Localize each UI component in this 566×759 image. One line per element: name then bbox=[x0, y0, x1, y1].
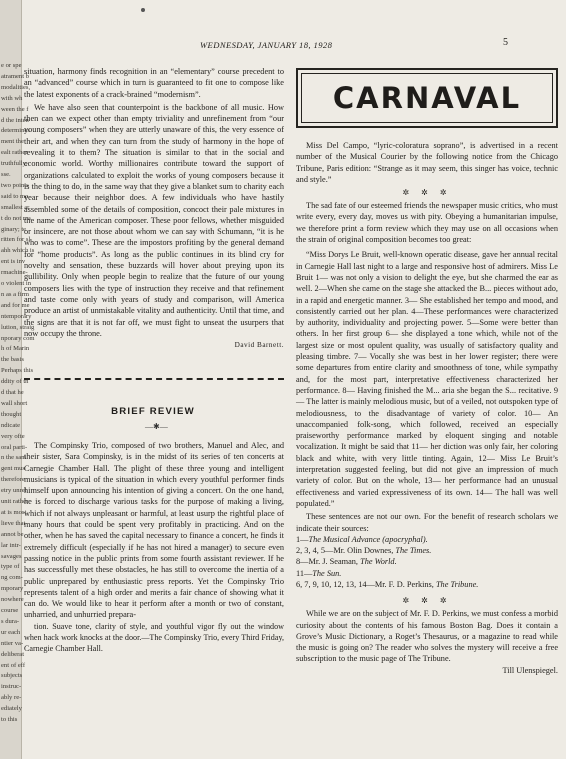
adjacent-page-gutter bbox=[0, 0, 35, 759]
pin-hole bbox=[141, 8, 145, 12]
source-publication: The Sun. bbox=[312, 568, 342, 578]
gutter-text-line: to this bbox=[1, 716, 18, 723]
gutter-text-line: ur each bbox=[1, 628, 21, 636]
gutter-text-line: truthfully, bbox=[1, 160, 28, 168]
columnist-signature: Till Ulenspiegel. bbox=[502, 665, 558, 675]
gutter-text-line: oral parti- bbox=[1, 443, 28, 451]
gutter-text-line: nporary com bbox=[1, 334, 35, 342]
critics-paragraph: The sad fate of our esteemed friends the newspaper music critics, who must write every, every day, moves us with pity. Obeying a humanitarian impulse, we therefore print a form review which they may use on all occasions when the strain of original composition becomes too great: bbox=[296, 201, 558, 245]
gutter-text-line: at is most bbox=[1, 508, 27, 516]
brief-review-column bbox=[24, 440, 284, 655]
gutter-text-line: t do not ma bbox=[1, 214, 31, 222]
gutter-text-line: wall short bbox=[1, 399, 28, 407]
gutter-text-line: savages bbox=[1, 552, 22, 560]
gutter-text-line: ealt rather bbox=[1, 149, 28, 157]
gutter-text-line: h of Marin bbox=[1, 345, 30, 353]
gutter-text-line: the basis bbox=[1, 356, 24, 364]
gutter-text-line: and for me bbox=[1, 301, 30, 309]
gutter-text-line: sse. bbox=[1, 171, 11, 178]
section-divider bbox=[24, 378, 284, 381]
gutter-text-line: type of bbox=[1, 563, 20, 571]
gutter-text-line: lieve that bbox=[1, 519, 26, 527]
gutter-text-line: gent mus bbox=[1, 465, 25, 473]
left-column bbox=[24, 66, 284, 349]
carnaval-title-box bbox=[296, 68, 558, 128]
gutter-text-line: unit rather bbox=[1, 498, 29, 505]
gutter-text-line: ween the f bbox=[1, 105, 29, 113]
section-stars-2: ✲ ✲ ✲ bbox=[402, 596, 452, 606]
brief-review-last-lines: tion. Suave tone, clarity of style, and youthful vigor fly out the window when hack work knocks at the door.—The Compinsky Trio, every Third Friday, Carnegie Chamber Hall. bbox=[24, 621, 284, 654]
source-numbers: 6, 7, 9, 10, 12, 13, 14— bbox=[296, 579, 375, 589]
gutter-text-line: n as a firm bbox=[1, 290, 30, 298]
gutter-text-line: d that he bbox=[1, 389, 24, 396]
page-number: 5 bbox=[503, 37, 508, 48]
gutter-text-line: thought bbox=[1, 410, 22, 418]
gutter-text-line: annot be bbox=[1, 530, 24, 538]
gutter-text-line: e or spe bbox=[1, 62, 22, 69]
gutter-text-line: instruc- bbox=[1, 683, 22, 691]
gutter-text-line: atrament b bbox=[1, 72, 30, 80]
gutter-text-line: o violent in bbox=[1, 280, 32, 287]
source-publication: The Times. bbox=[395, 546, 432, 556]
section-stars: ✲ ✲ ✲ bbox=[402, 188, 452, 198]
gutter-text-line: two points bbox=[1, 181, 29, 189]
right-column bbox=[296, 140, 558, 675]
gutter-text-line: subjects bbox=[1, 672, 23, 680]
gutter-text-line: d the inten bbox=[1, 116, 29, 124]
gutter-text-line: ng com- bbox=[1, 574, 23, 582]
gutter-text-line: Perhaps this bbox=[1, 367, 34, 375]
brief-review-heading: BRIEF REVIEW bbox=[111, 406, 195, 417]
source-item bbox=[296, 579, 558, 590]
gutter-text-line: etry unrel bbox=[1, 487, 27, 495]
gutter-text-line: ndicate bbox=[1, 421, 21, 429]
gutter-text-line: n the sam bbox=[1, 454, 27, 462]
gutter-text-line: ddity of th bbox=[1, 378, 29, 386]
source-name: Mr. F. D. Perkins, bbox=[374, 579, 436, 589]
sources-list bbox=[296, 534, 558, 590]
source-numbers: 11— bbox=[296, 568, 313, 578]
gutter-text-line: very ofte bbox=[1, 432, 25, 440]
heading-ornament: —✱— bbox=[145, 422, 168, 431]
gutter-text-line: deliberat bbox=[1, 650, 25, 658]
gutter-text-line: with wh bbox=[1, 94, 23, 102]
gutter-text-line: mporary bbox=[1, 585, 24, 593]
gutter-text-line: ment the bbox=[1, 138, 24, 146]
author-signature: David Barnett. bbox=[234, 341, 284, 350]
source-name: The Musical Advance bbox=[308, 534, 381, 544]
intro-text: Miss Del Campo, “lyric-coloratura soprano”, is advertised in a recent number of the Musical Courier by the following notice from the Chicago Tribune, Paris edition: “Strange as it may seem, this singer has voice, technic and style.” bbox=[296, 141, 558, 184]
gutter-text-line: ent is inv bbox=[1, 258, 26, 266]
gutter-text-line: determines bbox=[1, 127, 30, 135]
article-paragraph: We have also seen that counterpoint is the backbone of all music. How then can we expect other than empty triviality and unrefinement from “our young composers” when they are utterly unaware of this, the very essence of their art, and when they can turn from the study of harmony in the hope of revealing it to them? The situation is similar to that in the social and economic world. Worthy millionaires contribute toward the support of organizations calculated to exploit the works of young composers because it is the thing to do, in the same way that they give a blanket sum to charity each year because their neighbor does. A few individuals who have hastily assembled some of the details of composition, concoct their pale mixtures in the name of the American composer. These poor fellows, whether misguided or insincere, are not those about whom we can say with Schumann, “it is he who was to come”. These are the impostors profiting by the general demand for “home products”. As long as the public continues in its blind cry for novelty and sensation, these buzzards will hover about preying upon its gullibility. Only when people begin to realize that the future of our young composers lies with the type of instruction they receive and that refinement and taste come only with years of study and comparison, will America produce an artist of unmistakable vitality and authenticity. Until that time, and the signs are that it is not far off, we must fight to unseat the usurpers that now occupy the throne. bbox=[24, 102, 284, 338]
source-publication: (apocryphal). bbox=[380, 534, 428, 544]
source-numbers: 1— bbox=[296, 534, 309, 544]
page-date: WEDNESDAY, JANUARY 18, 1928 bbox=[200, 40, 333, 50]
source-name: Mr. Olin Downes, bbox=[333, 546, 396, 556]
gutter-text-line: ahh which is bbox=[1, 247, 35, 255]
brief-review-paragraph: The Compinsky Trio, composed of two brothers, Manuel and Alec, and their sister, Sara Compinsky, is in the midst of its series of ten concerts at Carnegie Chamber Hall. The plight of these three young and intelligent musicians is typical of the situation in which every youthful performer finds himself upon announcing his intention of giving a concert. On the one hand, he is forced to discharge various tasks for the purpose of making a living, which if not always unpleasant or harmful, at least usurp the rightful place of many hours that could be spent very profitably in practicing. And on the other, when he has saved the capital necessary to finance a concert, he finds it extremely difficult (especially if he has not hired a manager) to secure even passing notice in the public prints from some fourth assistant reviewer. If he has successfully met these obstacles, he has still to overcome the inertia of a public unprepared by enthusiastic press reports. Yet the Compinsky Trio represents talent of a high order and merits a fair chance of showing what it can do. We would like to hear it perform after a month or two of constant, unharried, and unhurried prepara- bbox=[24, 441, 284, 620]
source-item bbox=[296, 556, 558, 567]
sources-intro: These sentences are not our own. For the benefit of research scholars we indicate their sources: bbox=[296, 512, 558, 533]
gutter-text-line: ritten for sl bbox=[1, 236, 31, 244]
source-numbers: 8— bbox=[296, 557, 309, 567]
gutter-text-line: rmachine- bbox=[1, 269, 28, 277]
gutter-text-line: course bbox=[1, 607, 19, 614]
gutter-text-line: ent of eff bbox=[1, 661, 26, 669]
form-review-paragraph: “Miss Dorys Le Bruit, well-known operatic disease, gave her annual recital in Carnegie Hall last night to a large and responsive host of admirers. Miss Le Bruit 1— was not only a vision to delight the eye, but she charmed the ear as well. 2—When she came on the stage she attacked the B... pieces without ado, in a rapid and energetic manner. 3— She established her tempo and mood, and consistently carried out her plan. 4—These performances were characterized by authority, individuality and projecting power. 5—Some were better than others. In her first group 6— she displayed a tone which, while not of the largest size or most opulent quality, was usually of satisfactory quality and pleasing timbre. 7— Vocally she was best in her lower register; there were some departures from entire clarity and smoothness of tone, while sympathy and, for the most part, interpretative effectiveness characterized her performance. 8— Having finished the M... aria she began the S... recitative. 9— The latter is mainly melodious music, but of a veiled, not outspoken type of melodiousness, to the disadvantage of variety of color. 10— An unaccompanied folk-song, which followed, received an especially praiseworthy performance marked by eloquent singing and notable vocalization. It might be said that 11— her diction was only fair, her coloring black and white, with very little tinting. Again, 12— Miss Le Bruit’s interpretation suggested feeling, but did not give an impression of much variety of color. But on the whole, 13— her performance had an unusual effectiveness and varied expressiveness of its own. 14— The hall was well populated.” bbox=[296, 250, 558, 508]
source-item bbox=[296, 545, 558, 556]
source-numbers: 2, 3, 4, 5— bbox=[296, 546, 334, 556]
gutter-text-line: lar intr- bbox=[1, 541, 21, 549]
source-publication: The Tribune. bbox=[435, 579, 479, 589]
gutter-text-line: ediately bbox=[1, 705, 22, 713]
gutter-text-line: modalities, bbox=[1, 83, 31, 91]
source-name: Mr. J. Seaman, bbox=[308, 557, 361, 567]
intro-paragraph bbox=[296, 140, 558, 185]
gutter-text-line: lution, straig bbox=[1, 323, 35, 331]
gutter-text-line: ntemporary bbox=[1, 312, 32, 320]
gutter-text-line: s dura- bbox=[1, 617, 20, 625]
source-item bbox=[296, 534, 558, 545]
gutter-text-line: therefore bbox=[1, 476, 25, 484]
carnaval-title: CARNAVAL bbox=[332, 81, 522, 115]
source-publication: The World. bbox=[360, 557, 397, 567]
closing-paragraph: While we are on the subject of Mr. F. D. Perkins, we must confess a morbid curiosity about the contents of his famous Boston Bag. Does it contain a Grove’s Music Dictionary, a Roget’s Thesaurus, or a magazine to read while the music is going on? The reader who solves the mystery will receive a free subscription to the music page of The Tribune. bbox=[296, 609, 558, 664]
source-item bbox=[296, 568, 558, 579]
gutter-text-line: ginary; te bbox=[1, 225, 27, 233]
gutter-text-line: said to mo bbox=[1, 192, 29, 200]
article-paragraph-continued: situation, harmony finds recognition in an “elementary” course precedent to an “advanced” course which in turn is guaranteed to fit one to compose like the latest exponents of a crack-brained “modernism”. bbox=[24, 67, 284, 99]
gutter-text-line: ably re- bbox=[1, 694, 22, 702]
carnaval-title-frame bbox=[301, 73, 553, 123]
gutter-text-line: nowhere bbox=[1, 596, 24, 604]
gutter-text-line: ntier va- bbox=[1, 639, 24, 647]
gutter-text-line: smallest ar bbox=[1, 203, 30, 211]
